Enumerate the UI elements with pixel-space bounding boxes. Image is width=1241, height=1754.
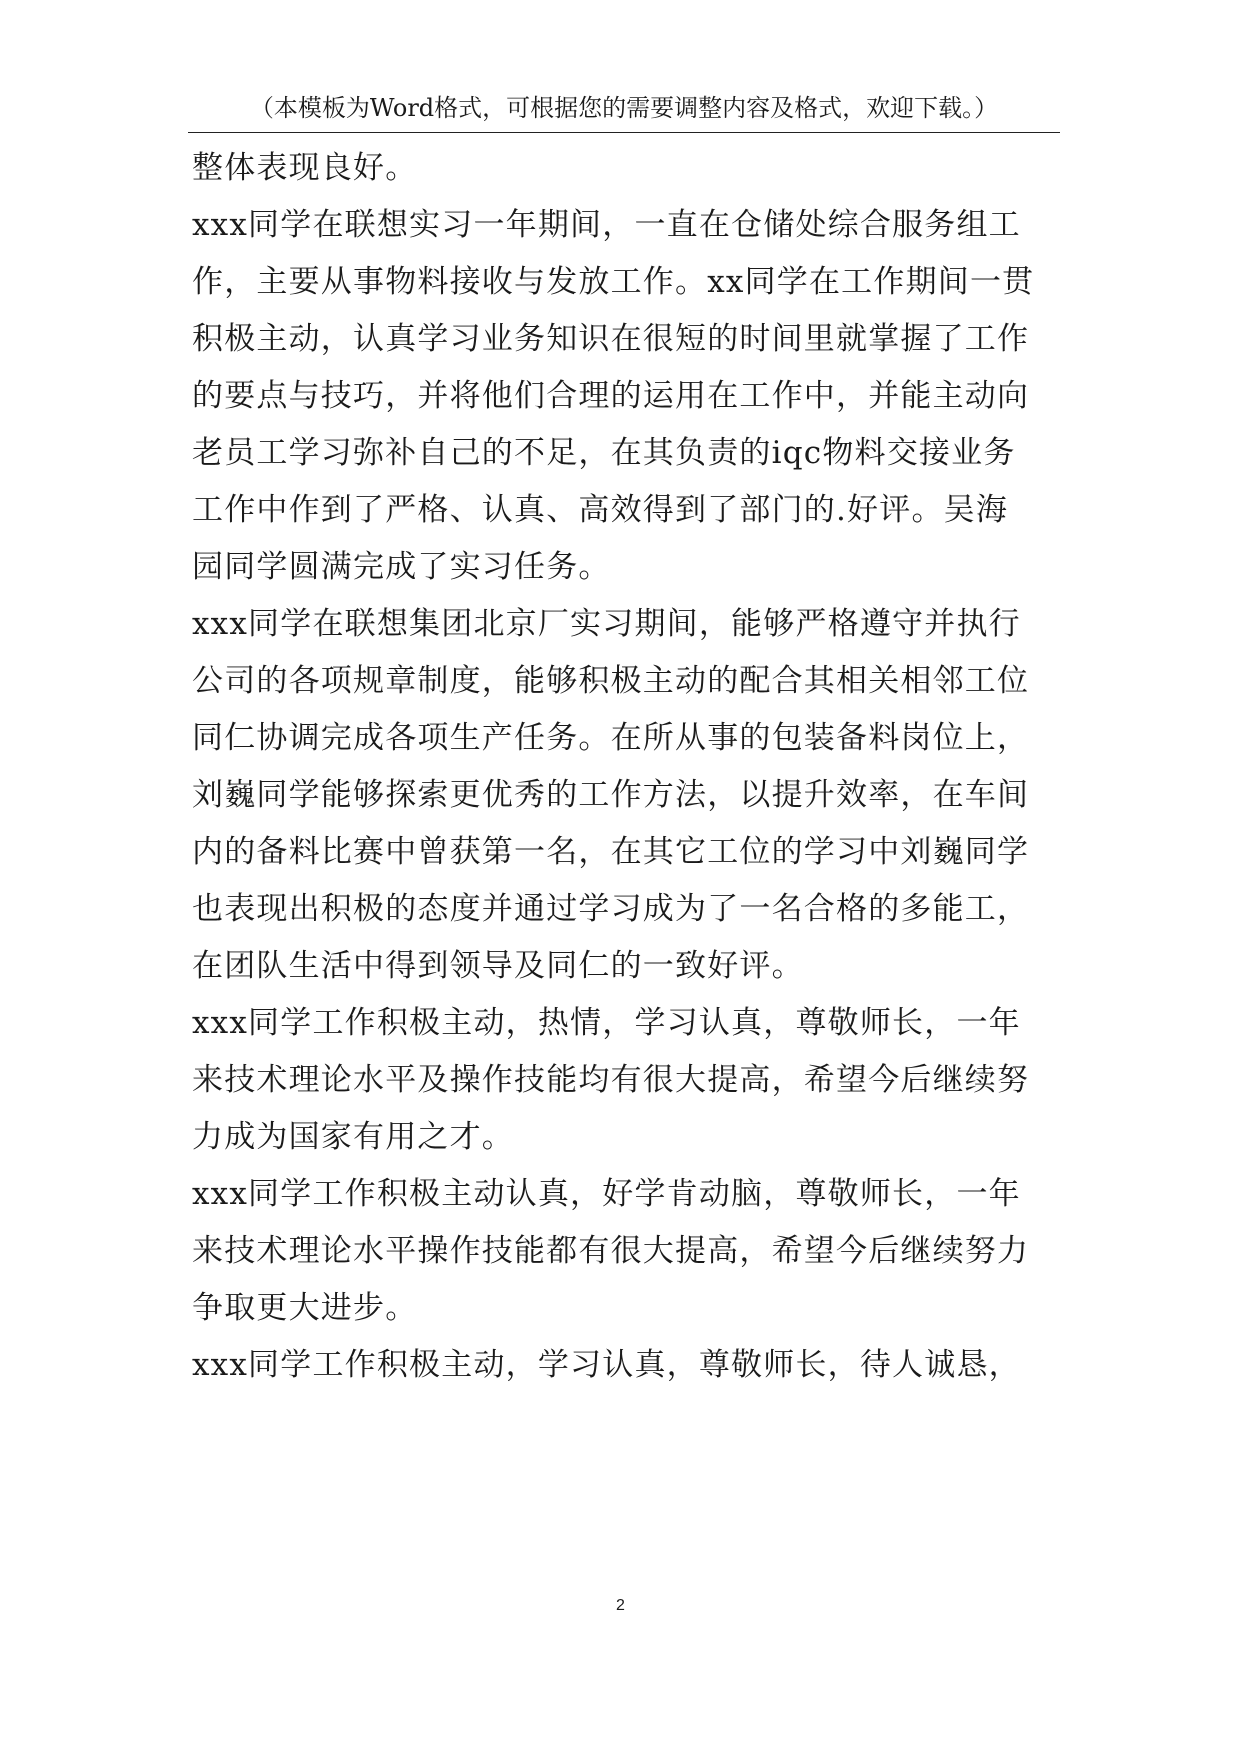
body-line: xxx同学在联想集团北京厂实习期间，能够严格遵守并执行 [192, 606, 1021, 642]
body-line: 园同学圆满完成了实习任务。 [192, 549, 611, 585]
body-line: 同仁协调完成各项生产任务。在所从事的包装备料岗位上， [192, 720, 1030, 756]
body-line: xxx同学在联想实习一年期间，一直在仓储处综合服务组工 [192, 207, 1021, 243]
body-line: 来技术理论水平操作技能都有很大提高，希望今后继续努力 [192, 1233, 1030, 1269]
body-line: xxx同学工作积极主动，学习认真，尊敬师长，待人诚恳， [192, 1347, 1021, 1383]
body-line: 力成为国家有用之才。 [192, 1119, 514, 1155]
header-divider [188, 132, 1060, 133]
body-line: 积极主动，认真学习业务知识在很短的时间里就掌握了工作 [192, 321, 1030, 357]
body-line: 在团队生活中得到领导及同仁的一致好评。 [192, 948, 804, 984]
body-line: 作，主要从事物料接收与发放工作。xx同学在工作期间一贯 [192, 264, 1035, 300]
body-line: 老员工学习弥补自己的不足，在其负责的iqc物料交接业务 [192, 435, 1016, 471]
body-line: xxx同学工作积极主动认真，好学肯动脑，尊敬师长，一年 [192, 1176, 1021, 1212]
body-line: 公司的各项规章制度，能够积极主动的配合其相关相邻工位 [192, 663, 1030, 699]
body-line: 刘巍同学能够探索更优秀的工作方法，以提升效率，在车间 [192, 777, 1030, 813]
body-line: 来技术理论水平及操作技能均有很大提高，希望今后继续努 [192, 1062, 1030, 1098]
body-line: 内的备料比赛中曾获第一名，在其它工位的学习中刘巍同学 [192, 834, 1030, 870]
body-line: xxx同学工作积极主动，热情，学习认真，尊敬师长，一年 [192, 1005, 1021, 1041]
body-line: 整体表现良好。 [192, 150, 418, 186]
body-line: 也表现出积极的态度并通过学习成为了一名合格的多能工， [192, 891, 1030, 927]
body-line: 争取更大进步。 [192, 1290, 418, 1326]
body-line: 的要点与技巧，并将他们合理的运用在工作中，并能主动向 [192, 378, 1030, 414]
template-header-note: （本模板为Word格式，可根据您的需要调整内容及格式，欢迎下载。） [249, 94, 999, 122]
body-line: 工作中作到了严格、认真、高效得到了部门的.好评。吴海 [192, 492, 1009, 528]
page-number: 2 [616, 1597, 625, 1614]
